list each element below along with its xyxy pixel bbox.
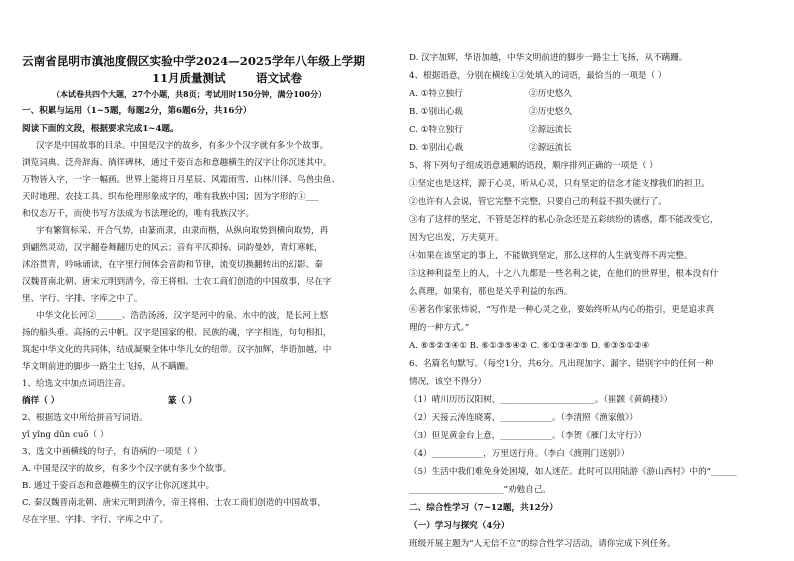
passage-line: 中华文化长河②______、浩浩汤汤，汉字是河中的泉、水中的波，是长河上悠 — [36, 311, 329, 321]
question-4-option-d-2: ②源远流长 — [529, 143, 572, 153]
question-1: 1、给选文中加点词语注音。 — [22, 379, 131, 389]
question-4-option-b[interactable]: B. ①别出心裁 — [409, 107, 463, 117]
question-3-option-c[interactable]: C. 秦汉魏晋南北朝、唐宋元明到清今，帝王将相、士农工商们创造的中国故事， — [22, 498, 326, 508]
question-6-item[interactable]: （3）但见黄金台上意，____________。（李贺《雁门太守行》） — [409, 431, 647, 441]
exam-subject: 语文试卷 — [256, 71, 302, 85]
question-4-option-a[interactable]: A. ①特立独行 — [409, 89, 463, 99]
question-4-option-c-2: ②源远流长 — [529, 125, 572, 135]
question-5-options[interactable]: A. ⑥⑤②③④① B. ⑥①③⑤④② C. ⑥①③④②⑤ D. ⑥③⑤①②④ — [409, 341, 650, 351]
question-3-option-c-cont: 尽在字里、字排、字行、字库之中了。 — [22, 515, 169, 525]
question-6-item[interactable]: （5）生活中我们难免身处困境，如人迷茫。此时可以用陆游《游山西村》中的“______ — [409, 467, 737, 477]
question-5-sentence: ③有了这样的坚定，不管是怎样的私心杂念还是五彩缤纷的诱惑，都不能改变它， — [409, 215, 719, 225]
passage-line: 和仪态万千，而使书写方法成为书法理论的，唯有我族汉字。 — [22, 209, 255, 219]
question-3-option-d[interactable]: D. 汉字加辉，华语加越，中华文明前进的脚步一路尘土飞扬，从不蹒跚。 — [409, 53, 688, 63]
question-4-option-b-2: ②历史悠久 — [529, 107, 572, 117]
question-5-sentence: ①坚定也是这样，源于心灵，听从心灵，只有坚定的信念才能支撑我们的担卫。 — [409, 179, 710, 189]
exam-title-line1: 云南省昆明市滇池度假区实验中学2024—2025学年八年级上学期 — [22, 54, 365, 68]
question-5-sentence: 理的一种方式。” — [409, 323, 470, 333]
question-6-item-cont: ______________________”劝勉自己。 — [409, 485, 551, 495]
passage-line: 宇有繁简标采、开合气势，由篆而隶，由隶而楷，从纵向取势到横向取势，再 — [36, 226, 329, 236]
question-5-sentence: ②也许有人会说，管它完整不完整，只要自己的利益不损失就行了。 — [409, 197, 667, 207]
question-5-sentence: ⑤这种利益至上的人，十之八九都是一些名利之徒，在他们的世界里，根本没有什 — [409, 269, 719, 279]
exam-instructions: （本试卷共四个大题，27个小题，共8页；考试用时150分钟，满分100分） — [52, 89, 327, 99]
question-3: 3、选文中画横线的句子，有语病的一项是（ ） — [22, 447, 203, 457]
passage-line: 里、字行、字排、字库之中了。 — [22, 294, 143, 304]
question-5-sentence: 么真理，如果有，那也是关乎利益的东西。 — [409, 287, 573, 297]
question-5-sentence: 因为它出发，万夫莫开。 — [409, 233, 504, 243]
passage-line: 扬的船头垂、高扬的云中帆。汉字是国家的根、民族的魂，字字相连，句句相扣， — [22, 328, 332, 338]
subsection-1-heading: （一）学习与探究（4分） — [409, 521, 510, 531]
question-4-option-a-2: ②历史悠久 — [529, 89, 572, 99]
question-4-option-d[interactable]: D. ①别出心裁 — [409, 143, 464, 153]
passage-line: 到翩然灵动，汉字翻卷舞翻历史的风云；音有平仄抑扬、词韵曼妙，青灯寒帐， — [22, 243, 323, 253]
question-1-b[interactable]: 篆（ ） — [168, 396, 197, 406]
passage-line: 汉字是中国故事的目录。中国是汉字的故乡，有多少个汉字就有多少个故事。 — [36, 141, 329, 151]
question-3-option-b[interactable]: B. 通过千姿百态和意趣横生的汉字让你沉迷其中。 — [22, 481, 215, 491]
question-2-pinyin[interactable]: yǐ yǐng dǔn cuō（ ） — [22, 430, 109, 440]
passage-line: 浏览词典、泛舟辞海、徜徉碑林，通过千姿百态和意趣横生的汉字让你沉迷其中。 — [22, 158, 332, 168]
passage-line: 天时地理、农技工具、织布伦理形象成字的，唯有我族中国；因为字形的①___ — [22, 192, 319, 202]
question-5-sentence: ④如果在该坚定的事上，不能做到坚定，那么这样的人生就变得不再完整。 — [409, 251, 693, 261]
section-2-heading: 二、综合性学习（7~12题，共12分） — [409, 503, 558, 513]
question-6-item[interactable]: （4）____________，万里送行舟。（李白《渡荆门送别》） — [409, 449, 630, 459]
question-4: 4、根据语意，分别在横线①②处填入的词语，最恰当的一项是（ ） — [409, 71, 667, 81]
question-1-a[interactable]: 徜徉（ ） — [22, 396, 60, 406]
question-6-cont: 情况，该空不得分） — [409, 377, 487, 387]
passage-line: 筑起中华文化的共同体，结成凝聚全体中华儿女的纽带。汉字加辉，华语加越，中 — [22, 345, 332, 355]
question-5: 5、将下列句子组成语意通顺的语段，顺序排列正确的一项是（ ） — [409, 161, 658, 171]
question-5-sentence: ⑥著名作家张炜说，“写作是一种心灵之业，要始终听从内心的指引，更是追求真 — [409, 305, 715, 315]
passage-line: 汉魏晋南北朝、唐宋元明到清今，帝王将相、士农工商们创造的中国故事，尽在字 — [22, 277, 332, 287]
passage-line: 沭浴贯青，吟咏诵读，在字里行间体会音韵和节律，流变切换翻转出的幻影。秦 — [22, 260, 323, 270]
question-6-item[interactable]: （2）天接云涛连晓雾，____________。（李清照《渔家傲》） — [409, 413, 638, 423]
reading-intro: 阅读下面的文段，根据要求完成1~4题。 — [22, 124, 179, 134]
section-1-heading: 一、积累与运用（1~5题，每题2分，第6题6分，共16分） — [22, 106, 252, 116]
passage-line: 万物皆入字，一字一幅画。世界上能将日月星辰、风霜雨雪、山林川泽、鸟兽虫鱼、 — [22, 175, 340, 185]
question-3-option-a[interactable]: A. 中国是汉字的故乡，有多少个汉字就有多少个故事。 — [22, 464, 232, 474]
question-6-item[interactable]: （1）晴川历历汉阳树，______________________。（崔颢《黄鹤楼》） — [409, 395, 673, 405]
question-6: 6、名篇名句默写。（每空1分，共6分。凡出现加字、漏字、错别字中的任何一种 — [409, 359, 714, 369]
passage-line: 华文明前进的脚步一路尘土飞扬，从不蹒跚。 — [22, 362, 194, 372]
question-4-option-c[interactable]: C. ①特立独行 — [409, 125, 463, 135]
exam-title-line2: 11月质量测试 — [152, 71, 226, 85]
question-2: 2、根据选文中所给拼音写词语。 — [22, 413, 148, 423]
subsection-1-text: 班级开展主题为“人无信不立”的综合性学习活动，请你完成下列任务。 — [409, 539, 676, 549]
